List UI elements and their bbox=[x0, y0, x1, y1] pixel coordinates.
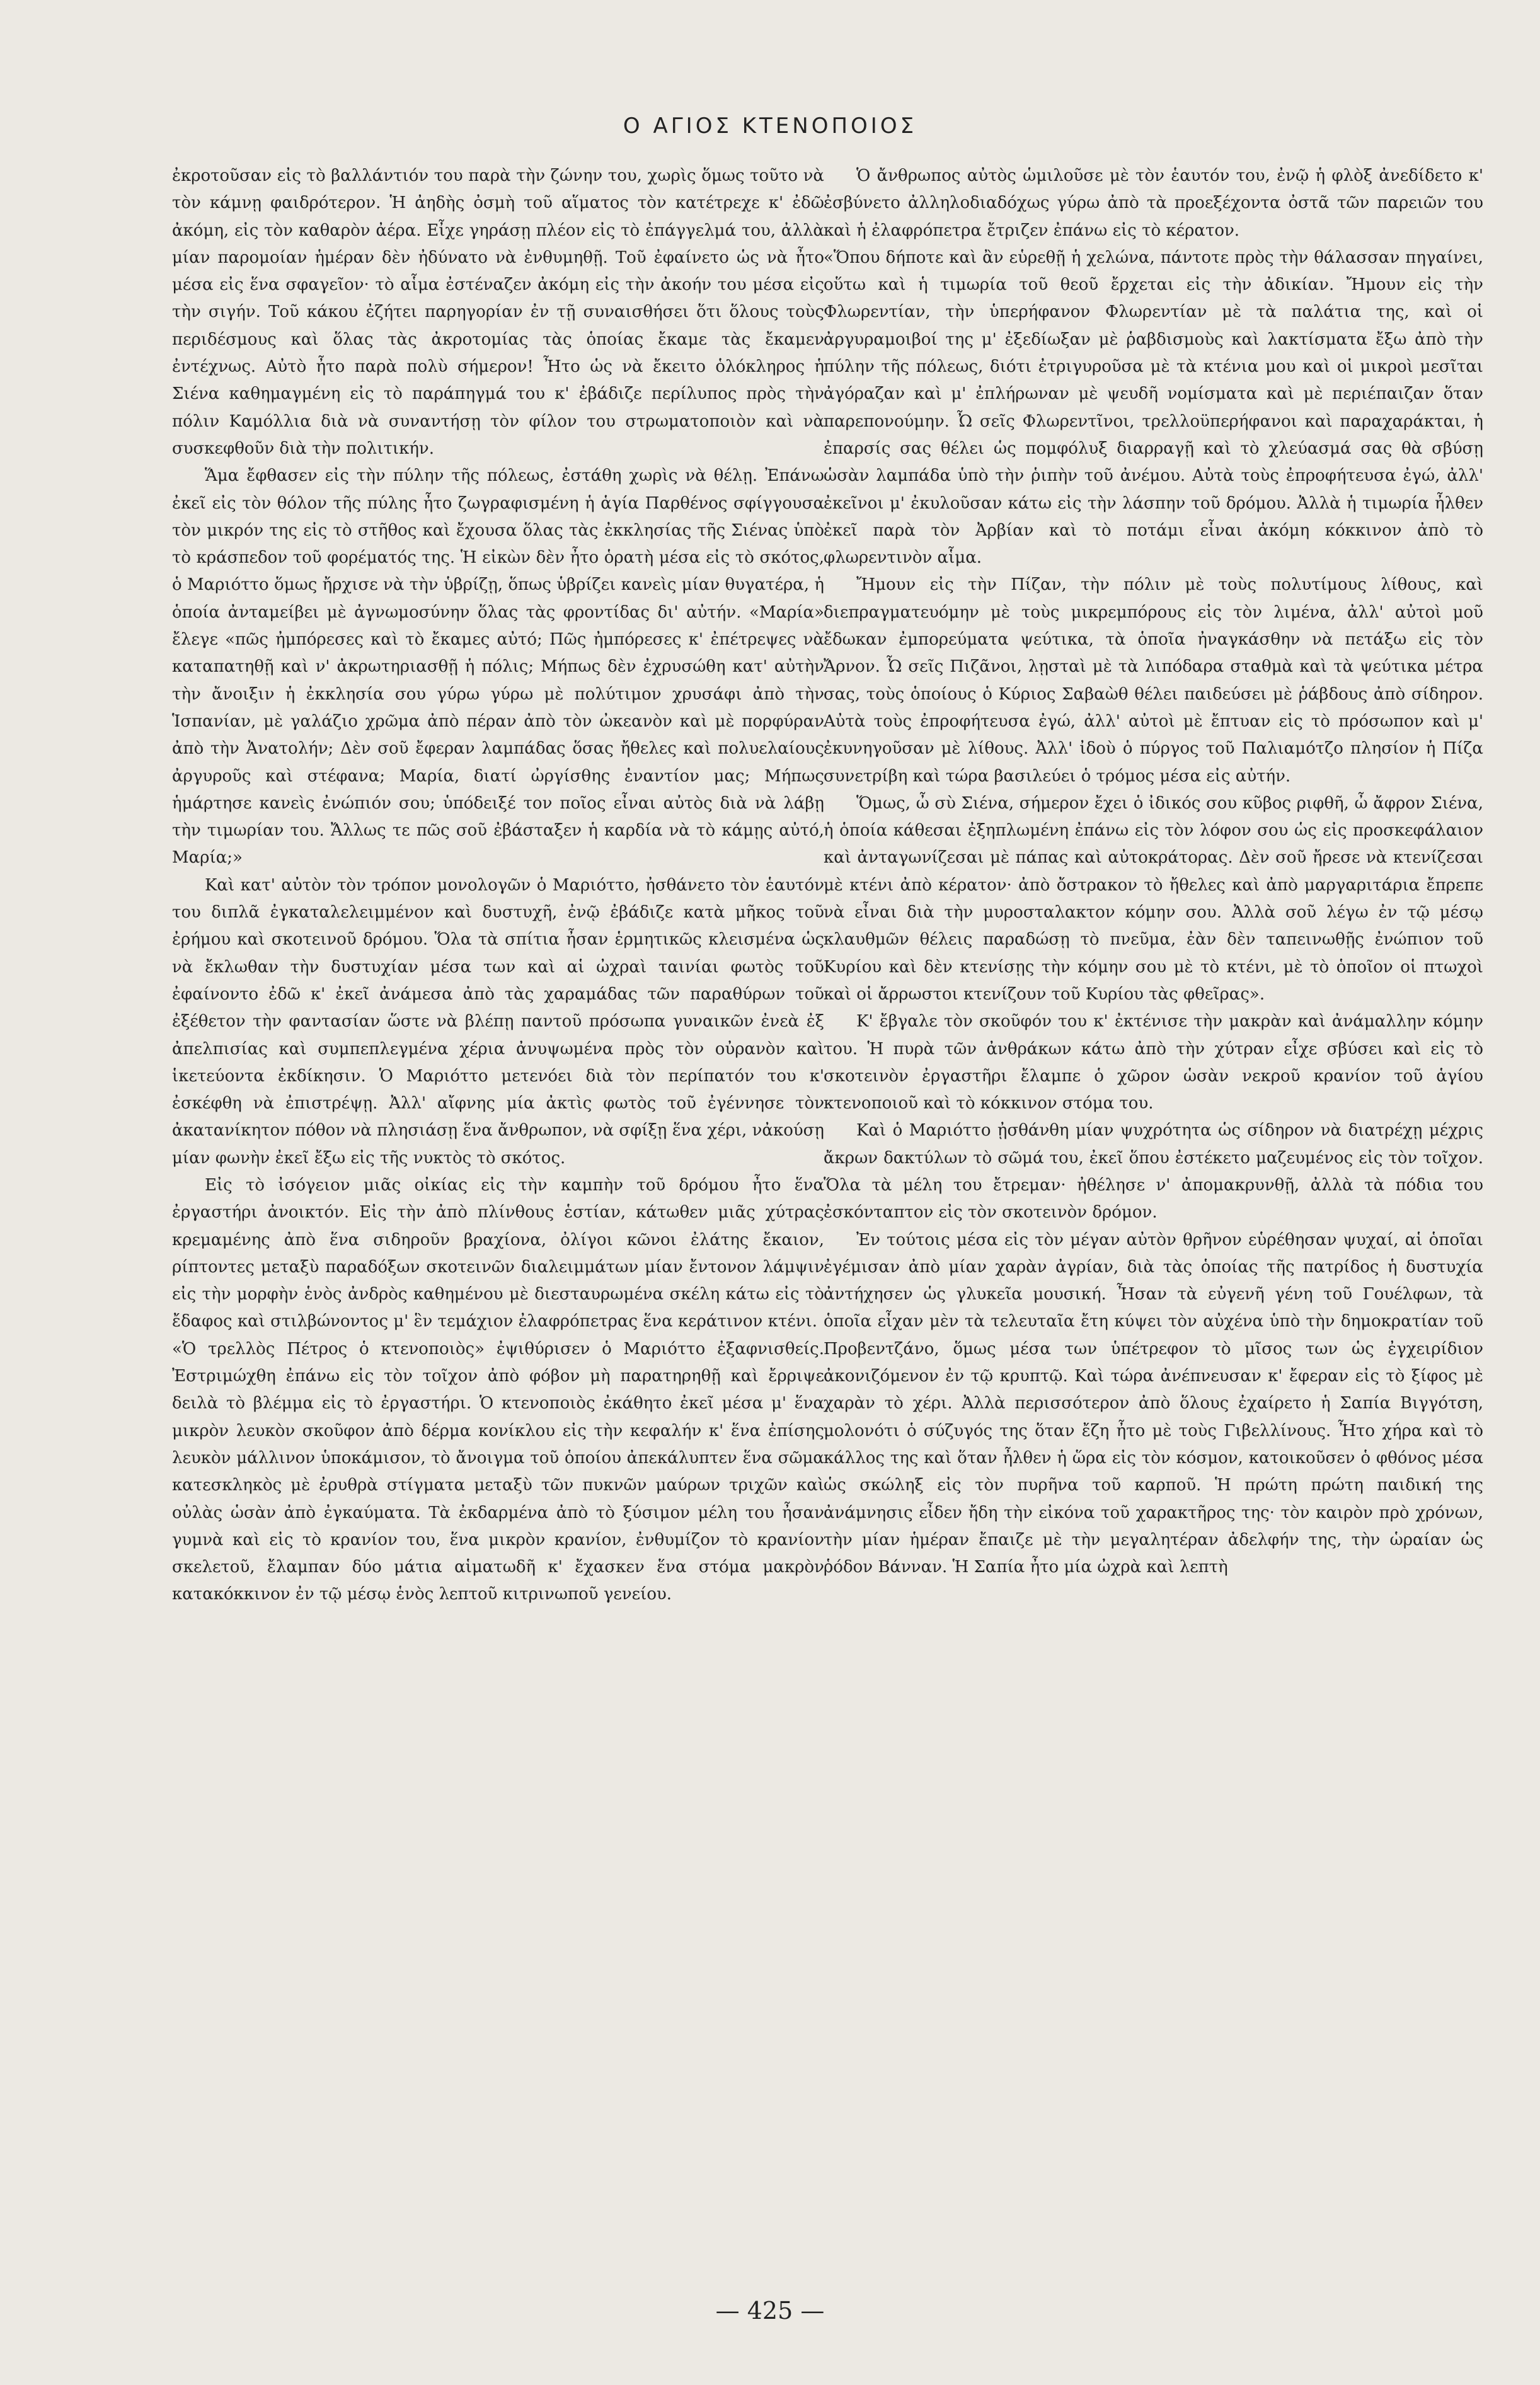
page-title: Ο ΑΓΙΟΣ ΚΤΕΝΟΠΟΙΟΣ bbox=[623, 113, 917, 139]
paragraph: «Ὁ τρελλὸς Πέτρος ὁ κτενοποιὸς» ἐψιθύρισεν ὁ Μαριόττο ἐξαφνισθείς. Ἐστριμώχθη ἐπάνω εἰς τὸν τοῖχον ἀπὸ φόβον μὴ παρατηρηθῇ καὶ ἔρριψε δειλὰ τὸ βλέμμα εἰς τὸ ἐργαστήρι. Ὁ κτενοποιὸς ἐκάθητο ἐκεῖ μέσα μ' ἕνα μικρὸν λευκὸν σκοῦφον ἀπὸ δέρμα κονίκλου εἰς τὴν κεφαλήν κ' ἕνα ἐπίσης λευκὸν μάλλινον ὑποκάμισον, τὸ ἄνοιγμα τοῦ ὁποίου ἀπεκάλυπτεν ἕνα σῶμα κατεσκληκὸς μὲ ἐρυθρὰ στίγματα μεταξὺ τῶν πυκνῶν μαύρων τριχῶν καὶ οὐλὰς ὡσὰν ἀπὸ ἐγκαύματα. Τὰ ἐκδαρμένα ἀπὸ τὸ ξύσιμον μέλη του ἦσαν γυμνὰ καὶ εἰς τὸ κρανίον του, ἕνα μικρὸν κρανίον, ἐνθυμίζον τὸ κρανίον σκελετοῦ, ἔλαμπαν δύο μάτια αἱματωδῆ κ' ἔχασκεν ἕνα στόμα μακρὸν κατακόκκινον ἐν τῷ μέσῳ ἑνὸς λεπτοῦ κιτρινωποῦ γενείου. bbox=[172, 1339, 824, 1604]
paragraph: Ἐν τούτοις μέσα εἰς τὸν μέγαν αὐτὸν θρῆνον εὑρέθησαν ψυχαί, αἱ ὁποῖαι ἐγέμισαν ἀπὸ μίαν χαρὰν ἀγρίαν, διὰ τὰς ὁποίας τῆς πατρίδος ἡ δυστυχία ἀντήχησεν ὡς γλυκεῖα μουσική. Ἦσαν τὰ εὐγενῆ γένη τοῦ Γουέλφων, τὰ ὁποῖα εἶχαν μὲν τὰ τελευταῖα ἔτη κύψει τὸν αὐχένα ὑπὸ τὴν δημοκρατίαν τοῦ Προβεντζάνο, ὅμως μέσα των ὑπέτρεφον τὸ μῖσος των ὡς ἐγχειρίδιον ἀκονιζόμενον ἐν τῷ κρυπτῷ. Καὶ τώρα ἀνέπνευσαν κ' ἔφεραν εἰς τὸ ξίφος μὲ χαρὰν τὸ χέρι. Ἀλλὰ περισσότερον ἀπὸ ὅλους ἐχαίρετο ἡ Σαπία Βιγγότση, μολονότι ὁ σύζυγός της ὅταν ἔζη ἦτο μὲ τοὺς Γιβελλίνους. Ἦτο χήρα καὶ τὸ κάλλος της καὶ ὅταν ἦλθεν ἡ ὥρα εἰς τὸν κόσμον, κατοικοῦσεν ὁ φθόνος μέσα ὡς σκώληξ εἰς τὸν πυρῆνα τοῦ καρποῦ. Ἡ πρώτη πρώτη παιδική της ἀνάμνησις εἶδεν ἤδη τὴν εἰκόνα τοῦ χαρακτῆρος της· τὸν καιρὸν πρὸ χρόνων, τὴν μίαν ἡμέραν ἔπαιζε μὲ τὴν μεγαλητέραν ἀδελφήν της, τὴν ὡραίαν ὡς ῥόδον Βάνναν. Ἡ Σαπία ἦτο μία ὠχρὰ καὶ λεπτὴ bbox=[824, 1230, 1483, 1577]
paragraph: Εἰς τὸ ἰσόγειον μιᾶς οἰκίας εἰς τὴν καμπὴν τοῦ δρόμου ἦτο ἕνα ἐργαστήρι ἀνοικτόν. Εἰς τὴν ἀπὸ πλίνθους ἑστίαν, κάτωθεν μιᾶς χύτρας κρεμαμένης ἀπὸ ἕνα σιδηροῦν βραχίονα, ὀλίγοι κῶνοι ἐλάτης ἔκαιον, ρίπτοντες μεταξὺ παραδόξων σκοτεινῶν διαλειμμάτων μίαν ἔντονον λάμψιν εἰς τὴν μορφὴν ἑνὸς ἀνδρὸς καθημένου μὲ διεσταυρωμένα σκέλη κάτω εἰς τὸ ἔδαφος καὶ στιλβώνοντος μ' ἓν τεμάχιον ἐλαφρόπετρας ἕνα κεράτινον κτένι. bbox=[172, 1175, 824, 1331]
paragraph: Ἤμουν εἰς τὴν Πίζαν, τὴν πόλιν μὲ τοὺς πολυτίμους λίθους, καὶ διεπραγματευόμην μὲ τοὺς μικρεμπόρους εἰς τὸν λιμένα, ἀλλ' αὐτοὶ μοῦ ἔδωκαν ἐμπορεύματα ψεύτικα, τὰ ὁποῖα ἠναγκάσθην νὰ πετάξω εἰς τὸν Ἄρνον. Ὦ σεῖς Πιζᾶνοι, λῃσταὶ μὲ τὰ λιπόδαρα σταθμὰ καὶ τὰ ψεύτικα μέτρα σας, τοὺς ὁποίους ὁ Κύριος Σαβαὼθ θέλει παιδεύσει μὲ ῥάβδους ἀπὸ σίδηρον. Αὐτὰ τοὺς ἐπροφήτευσα ἐγώ, ἀλλ' αὐτοὶ μὲ ἔπτυαν εἰς τὸ πρόσωπον καὶ μ' ἐκυνηγοῦσαν μὲ λίθους. Ἀλλ' ἰδοὺ ὁ πύργος τοῦ Παλιαμότζο πλησίον ἡ Πίζα συνετρίβη καὶ τώρα βασιλεύει ὁ τρόμος μέσα εἰς αὐτήν. bbox=[824, 575, 1483, 786]
right-column bbox=[824, 163, 1483, 1581]
page-number: — 425 — bbox=[715, 2297, 825, 2325]
paragraph: Καὶ κατ' αὐτὸν τὸν τρόπον μονολογῶν ὁ Μαριόττο, ἠσθάνετο τὸν ἑαυτόν του διπλᾶ ἐγκαταλελειμμένον καὶ δυστυχῆ, ἐνῷ ἐβάδιζε κατὰ μῆκος τοῦ ἐρήμου καὶ σκοτεινοῦ δρόμου. Ὅλα τὰ σπίτια ἦσαν ἑρμητικῶς κλεισμένα ὡς νὰ ἔκλωθαν τὴν δυστυχίαν μέσα των καὶ αἱ ὠχραὶ ταινίαι φωτὸς τοῦ ἐφαίνοντο ἐδῶ κ' ἐκεῖ ἀνάμεσα ἀπὸ τὰς χαραμάδας τῶν παραθύρων τοῦ ἐξέθετον τὴν φαντασίαν ὥστε νὰ βλέπῃ παντοῦ πρόσωπα γυναικῶν ἐνεὰ ἐξ ἀπελπισίας καὶ συμπεπλεγμένα χέρια ἀνυψωμένα πρὸς τὸν οὐρανὸν καὶ ἱκετεύοντα ἐκδίκησιν. Ὁ Μαριόττο μετενόει διὰ τὸν περίπατόν του κ' ἐσκέφθη νὰ ἐπιστρέψῃ. Ἀλλ' αἴφνης μία ἀκτὶς φωτὸς τοῦ ἐγέννησε τὸν ἀκατανίκητον πόθον νὰ πλησιάσῃ ἕνα ἄνθρωπον, νὰ σφίξῃ ἕνα χέρι, νἀκούσῃ μίαν φωνὴν ἐκεῖ ἔξω εἰς τῆς νυκτὸς τὸ σκότος. bbox=[172, 875, 824, 1168]
paragraph: Ὅμως, ὦ σὺ Σιένα, σήμερον ἔχει ὁ ἰδικός σου κῦβος ριφθῆ, ὦ ἄφρον Σιένα, ἡ ὁποία κάθεσαι ἐξηπλωμένη ἐπάνω εἰς τὸν λόφον σου ὡς εἰς προσκεφάλαιον καὶ ἀνταγωνίζεσαι μὲ πάπας καὶ αὐτοκράτορας. Δὲν σοῦ ἤρεσε νὰ κτενίζεσαι μὲ κτένι ἀπὸ κέρατον· ἀπὸ ὄστρακον τὸ ἤθελες καὶ ἀπὸ μαργαριτάρια ἔπρεπε νὰ εἶναι διὰ τὴν μυροσταλακτον κόμην σου. Ἀλλὰ σοῦ λέγω ἐν τῷ μέσῳ κλαυθμῶν θέλεις παραδώσῃ τὸ πνεῦμα, ἐὰν δὲν ταπεινωθῇς ἐνώπιον τοῦ Κυρίου καὶ δὲν κτενίσῃς τὴν κόμην σου μὲ τὸ κτένι, μὲ τὸ ὁποῖον οἱ πτωχοὶ καὶ οἱ ἄρρωστοι κτενίζουν τοῦ Κυρίου τὰς φθεῖρας». bbox=[824, 793, 1483, 1004]
paragraph: «Ὅπου δήποτε καὶ ἂν εὑρεθῇ ἡ χελώνα, πάντοτε πρὸς τὴν θάλασσαν πηγαίνει, οὕτω καὶ ἡ τιμωρία τοῦ θεοῦ ἔρχεται εἰς τὴν ἀδικίαν. Ἤμουν εἰς τὴν Φλωρεντίαν, τὴν ὑπερήφανον Φλωρεντίαν μὲ τὰ παλάτια της, καὶ οἱ ἀργυραμοιβοί της μ' ἐξεδίωξαν μὲ ῥαβδισμοὺς καὶ λακτίσματα ἔξω ἀπὸ τὴν πύλην τῆς πόλεως, διότι ἐτριγυροῦσα μὲ τὰ κτένια μου καὶ οἱ μικροὶ μεσῖται ἀγόραζαν καὶ μ' ἐπλήρωναν μὲ ψευδῆ νομίσματα καὶ μὲ περιέπαιζαν ὅταν παρεπονούμην. Ὦ σεῖς Φλωρεντῖνοι, τρελλοϋπερήφανοι καὶ παραχαράκται, ἡ ἐπαρσίς σας θέλει ὡς πομφόλυξ διαρραγῇ καὶ τὸ χλεύασμά σας θὰ σβύσῃ ὡσὰν λαμπάδα ὑπὸ τὴν ῥιπὴν τοῦ ἀνέμου. Αὐτὰ τοὺς ἐπροφήτευσα ἐγώ, ἀλλ' ἐκεῖνοι μ' ἐκυλοῦσαν κάτω εἰς τὴν λάσπην τοῦ δρόμου. Ἀλλὰ ἡ τιμωρία ἦλθεν ἐκεῖ παρὰ τὸν Ἀρβίαν καὶ τὸ ποτάμι εἶναι ἀκόμη κόκκινον ἀπὸ τὸ φλωρεντινὸν αἷμα. bbox=[824, 248, 1483, 568]
paragraph: Ὁ ἄνθρωπος αὐτὸς ὡμιλοῦσε μὲ τὸν ἑαυτόν του, ἐνῷ ἡ φλὸξ ἀνεδίδετο κ' ἐσβύνετο ἀλληλοδιαδόχως γύρω ἀπὸ τὰ προεξέχοντα ὀστᾶ τῶν παρειῶν του καὶ ἡ ἐλαφρόπετρα ἔτριζεν ἐπάνω εἰς τὸ κέρατον. bbox=[824, 166, 1483, 240]
paragraph: Καὶ ὁ Μαριόττο ᾐσθάνθη μίαν ψυχρότητα ὡς σίδηρον νὰ διατρέχῃ μέχρις ἄκρων δακτύλων τὸ σῶμά του, ἐκεῖ ὅπου ἐστέκετο μαζευμένος εἰς τὸν τοῖχον. Ὅλα τὰ μέλη του ἔτρεμαν· ἠθέλησε ν' ἀπομακρυνθῇ, ἀλλὰ τὰ πόδια του ἐσκόνταπτον εἰς τὸν σκοτεινὸν δρόμον. bbox=[824, 1121, 1483, 1222]
paragraph: ἐκροτοῦσαν εἰς τὸ βαλλάντιόν του παρὰ τὴν ζώνην του, χωρὶς ὅμως τοῦτο νὰ τὸν κάμνῃ φαιδρότερον. Ἡ ἀηδὴς ὀσμὴ τοῦ αἵματος τὸν κατέτρεχε κ' ἐδῶ ἀκόμη, εἰς τὸν καθαρὸν ἀέρα. Εἶχε γηράσῃ πλέον εἰς τὸ ἐπάγγελμά του, ἀλλὰ μίαν παρομοίαν ἡμέραν δὲν ἠδύνατο νὰ ἐνθυμηθῇ. Τοῦ ἐφαίνετο ὡς νὰ ἦτο μέσα εἰς ἕνα σφαγεῖον· τὸ αἷμα ἐστέναζεν ἀκόμη εἰς τὴν ἀκοήν του μέσα εἰς τὴν σιγήν. Τοῦ κάκου ἐζήτει παρηγορίαν ἐν τῇ συναισθήσει ὅτι ὅλους τοὺς περιδέσμους καὶ ὅλας τὰς ἀκροτομίας τὰς ὁποίας ἔκαμε τὰς ἔκαμεν ἐντέχνως. Αὐτὸ ἦτο παρὰ πολὺ σήμερον! Ἦτο ὡς νὰ ἔκειτο ὁλόκληρος ἡ Σιένα καθημαγμένη εἰς τὸ παράπηγμά του κ' ἐβάδιζε περίλυπος πρὸς τὴν πόλιν Καμόλλια διὰ νὰ συναντήσῃ τὸν φίλον του στρωματοποιὸν καὶ νὰ συσκεφθοῦν διὰ τὴν πολιτικήν. bbox=[172, 166, 824, 458]
paragraph: Κ' ἔβγαλε τὸν σκοῦφόν του κ' ἐκτένισε τὴν μακρὰν καὶ ἀνάμαλλην κόμην του. Ἡ πυρὰ τῶν ἀνθράκων κάτω ἀπὸ τὴν χύτραν εἶχε σβύσει καὶ εἰς τὸ σκοτεινὸν ἐργαστῆρι ἔλαμπε ὁ χῶρον ὡσὰν νεκροῦ κρανίον τοῦ ἁγίου κτενοποιοῦ καὶ τὸ κόκκινον στόμα του. bbox=[824, 1012, 1483, 1113]
left-column bbox=[172, 163, 824, 1609]
paragraph: Ἅμα ἔφθασεν εἰς τὴν πύλην τῆς πόλεως, ἐστάθη χωρὶς νὰ θέλῃ. Ἐπάνω ἐκεῖ εἰς τὸν θόλον τῆς πύλης ἦτο ζωγραφισμένη ἡ ἁγία Παρθένος σφίγγουσα τὸν μικρόν της εἰς τὸ στῆθος καὶ ἔχουσα ὅλας τὰς ἐκκλησίας τῆς Σιένας ὑπὸ τὸ κράσπεδον τοῦ φορέματός της. Ἡ εἰκὼν δὲν ἦτο ὁρατὴ μέσα εἰς τὸ σκότος, ὁ Μαριόττο ὅμως ἤρχισε νὰ τὴν ὑβρίζῃ, ὅπως ὑβρίζει κανεὶς μίαν θυγατέρα, ἡ ὁποία ἀνταμείβει μὲ ἀγνωμοσύνην ὅλας τὰς φροντίδας δι' αὐτήν. «Μαρία» ἔλεγε «πῶς ἠμπόρεσες καὶ τὸ ἔκαμες αὐτό; Πῶς ἠμπόρεσες κ' ἐπέτρεψες νὰ καταπατηθῇ καὶ ν' ἀκρωτηριασθῇ ἡ πόλις; Μήπως δὲν ἐχρυσώθη κατ' αὐτὴν τὴν ἄνοιξιν ἡ ἐκκλησία σου γύρω γύρω μὲ πολύτιμον χρυσάφι ἀπὸ τὴν Ἱσπανίαν, μὲ γαλάζιο χρῶμα ἀπὸ πέραν ἀπὸ τὸν ὠκεανὸν καὶ μὲ πορφύραν ἀπὸ τὴν Ἀνατολήν; Δὲν σοῦ ἔφεραν λαμπάδας ὅσας ἤθελες καὶ πολυελαίους ἀργυροῦς καὶ στέφανα; Μαρία, διατί ὠργίσθης ἐναντίον μας; Μήπως ἡμάρτησε κανεὶς ἐνώπιόν σου; ὑπόδειξέ τον ποῖος εἶναι αὐτὸς διὰ νὰ λάβῃ τὴν τιμωρίαν του. Ἄλλως τε πῶς σοῦ ἐβάσταξεν ἡ καρδία νὰ τὸ κάμῃς αὐτό, Μαρία;» bbox=[172, 466, 824, 868]
